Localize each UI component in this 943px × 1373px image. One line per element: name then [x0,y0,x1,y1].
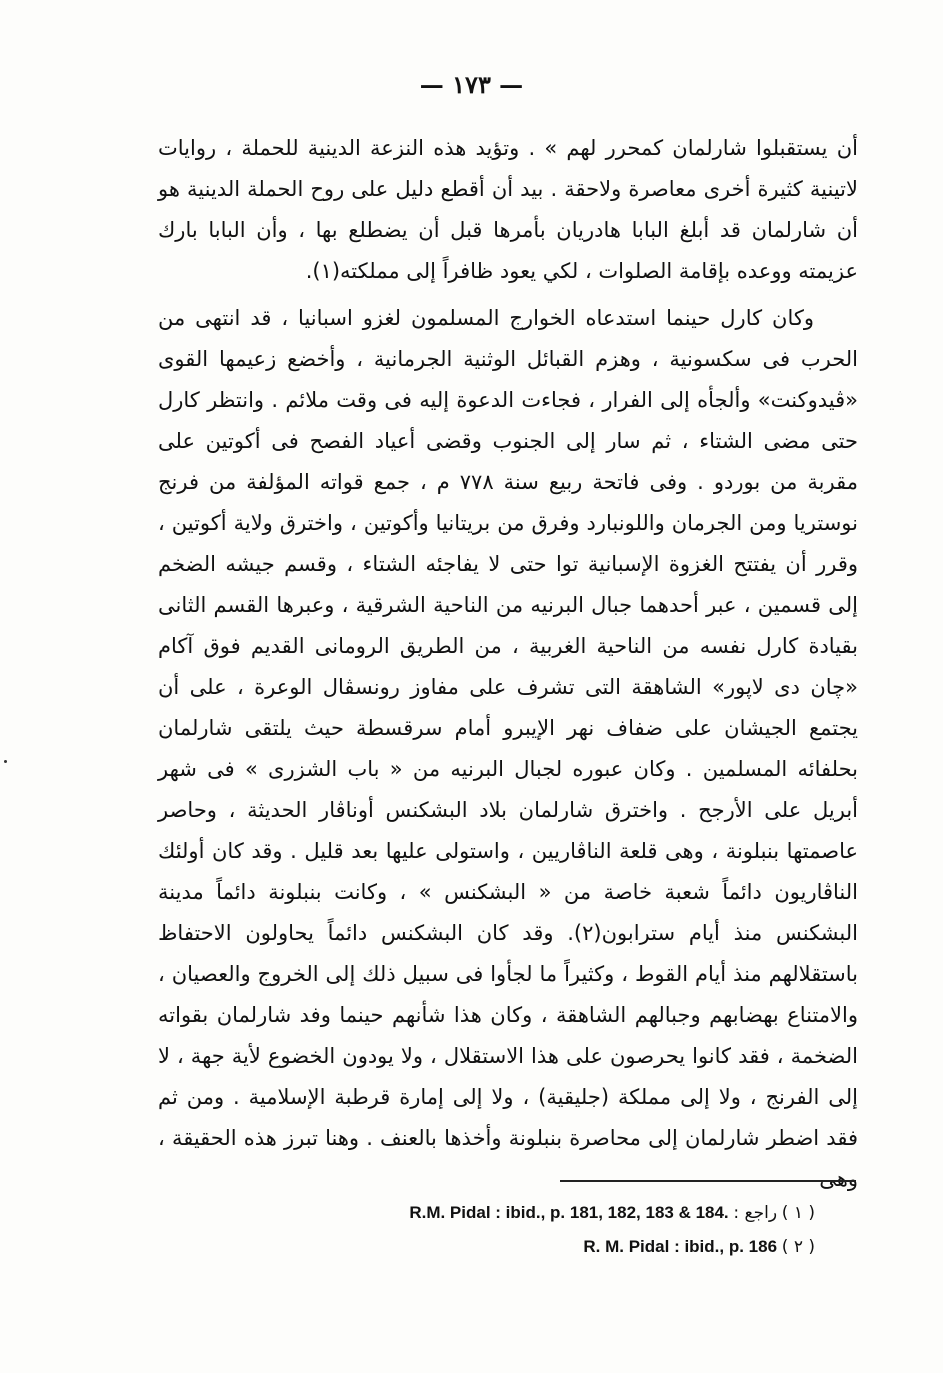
main-text [158,128,858,1200]
margin-mark [4,760,7,763]
paragraph-continuation: أن يستقبلوا شارلمان كمحرر لهم » . وتؤيد هذه النزعة الدينية للحملة ، روايات لاتينية كثيرة أخرى معاصرة ولاحقة . بيد أن أقطع دليل على روح الحملة الدينية هو أن شارلمان قد أبلغ البابا هادريان بأمرها قبل أن يضطلع بها ، وأن البابا بارك عزيمته ووعده بإقامة الصلوات ، لكي يعود ظافراً إلى مملكته(١). [158,136,858,283]
footnote-1 [255,1196,815,1230]
footnote-label: راجع : [733,1203,778,1223]
footnote-reference: R. M. Pidal : ibid., p. 186 [583,1237,778,1256]
paragraph-charlemagne-campaign: وكان كارل حينما استدعاه الخوارج المسلمون لغزو اسبانيا ، قد انتهى من الحرب فى سكسونية ، وهزم القبائل الوثنية الجرمانية ، وأخضع زعيمها القوى «ڤيدوكنت» وألجأه إلى الفرار ، فجاءت الدعوة إليه فى وقت ملائم . وانتظر كارل حتى مضى الشتاء ، ثم سار إلى الجنوب وقضى أعياد الفصح فى أكوتين على مقربة من بوردو . وفى فاتحة ربيع سنة ٧٧٨ م ، جمع قواته المؤلفة من فرنج نوستريا ومن الجرمان واللونبارد وفرق من بريتانيا وأكوتين ، واخترق ولاية أكوتين ، وقرر أن يفتتح الغزوة الإسبانية توا حتى لا يفاجئه الشتاء ، وقسم جيشه الضخم إلى قسمين ، عبر أحدهما جبال البرنيه من الناحية الشرقية ، وعبرها القسم الثانى بقيادة كارل نفسه من الناحية الغربية ، من الطريق الرومانى القديم فوق آكام «چان دى لاپور» الشاهقة التى تشرف على مفاوز رونسڤال الوعرة ، على أن يجتمع الجيشان على ضفاف نهر الإيبرو أمام سرقسطة حيث يلتقى شارلمان بحلفائه المسلمين . وكان عبوره لجبال البرنيه من « باب الشزرى » فى شهر أبريل على الأرجح . واخترق شارلمان بلاد البشكنس أوناڤار الحديثة ، وحاصر عاصمتها بنبلونة ، وهى قلعة الناڤاريين ، واستولى عليها بعد قليل . وقد كان أولئك الناڤاريون دائماً شعبة خاصة من « البشكنس » ، وكانت بنبلونة دائماً مدينة البشكنس منذ أيام سترابون(٢). وقد كان البشكنس دائماً يحاولون الاحتفاظ باستقلالهم منذ أيام القوط ، وكثيراً ما لجأوا فى سبيل ذلك إلى الخروج والعصيان ، والامتناع بهضابهم وجبالهم الشاهقة ، وكان هذا شأنهم حينما وفد شارلمان بقواته الضخمة ، فقد كانوا يحرصون على هذا الاستقلال ، ولا يودون الخضوع لأية جهة ، لا إلى الفرنج ، ولا إلى مملكة (جليقية) ، ولا إلى إمارة قرطبة الإسلامية . ومن ثم فقد اضطر شارلمان إلى محاصرة بنبلونة وأخذها بالعنف . وهنا تبرز هذه الحقيقة ، وهى [158,306,859,1191]
footnote-marker: ( ٢ ) [781,1237,815,1257]
page-number: — ١٧٣ — [419,70,524,99]
footnote-reference: R.M. Pidal : ibid., p. 181, 182, 183 & 184. [409,1203,729,1222]
footnote-2 [255,1230,815,1264]
footnotes [255,1196,815,1264]
footnote-separator [560,1180,856,1182]
footnote-marker: ( ١ ) [781,1203,815,1223]
